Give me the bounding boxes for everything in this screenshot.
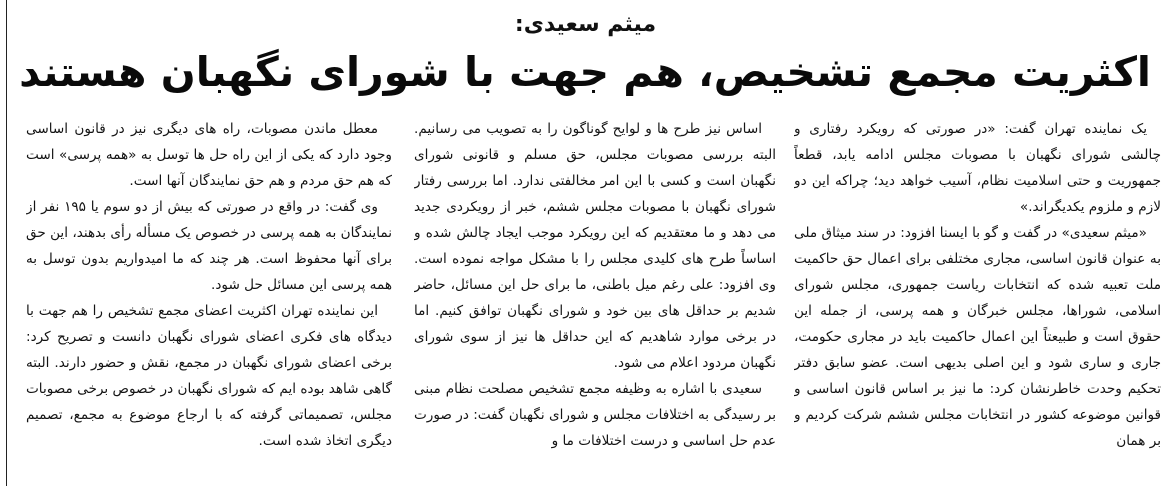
paragraph: وی گفت: در واقع در صورتی که بیش از دو سوم یا ۱۹۵ نفر از نمایندگان به همه پرسی در خصوص یک مسأله رأی بدهند، این حق برای آنها محفوظ است. هر چند که ما امیدواریم بدون توسل به همه پرسی این مسائل حل شود. (26, 199, 392, 293)
paragraph: «میثم سعیدی» در گفت و گو با ایسنا افزود: در سند میثاق ملی به عنوان قانون اساسی، مجاری مختلفی برای اعمال حق حاکمیت ملت تعبیه شده که انتخابات ریاست جمهوری، مجلس شورای اسلامی، شوراها، مجلس خبرگان و همه پرسی، از جمله این حقوق است و طبیعتاً این اعمال حاکمیت باید در مجاری حکومت، جاری و ساری شود و این اصلی بدیهی است. عضو سابق دفتر تحکیم وحدت خاطرنشان کرد: ما نیز بر اساس قانون اساسی و قوانین موضوعه کشور در انتخابات مجلس ششم شرکت کردیم و بر همان (794, 225, 1161, 449)
paragraph: معطل ماندن مصوبات، راه های دیگری نیز در قانون اساسی وجود دارد که یکی از این راه حل ها توسل به «همه پرسی» است که هم حق مردم و هم حق نمایندگان آنها است. (26, 121, 392, 189)
text-column-3 (26, 116, 392, 478)
column-divider-rule (6, 0, 7, 486)
paragraph: یک نماینده تهران گفت: «در صورتی که رویکرد رفتاری و چالشی شورای نگهبان با مصوبات مجلس ادامه یابد، قطعاً جمهوریت و حتی اسلامیت نظام، آسیب خواهد دید؛ چراکه این دو لازم و ملزوم یکدیگراند.» (794, 121, 1161, 215)
text-column-2 (414, 116, 776, 478)
article-headline: اکثریت مجمع تشخیص، هم جهت با شورای نگهبان هستند (19, 48, 1151, 96)
paragraph: این نماینده تهران اکثریت اعضای مجمع تشخیص را هم جهت با دیدگاه های فکری اعضای شورای نگهبان دانست و تصریح کرد: برخی اعضای شورای نگهبان در مجمع، نقش و حضور دارند. البته گاهی شاهد بوده ایم که شورای نگهبان در خصوص برخی مصوبات مجلس، تصمیماتی گرفته که با ارجاع موضوع به مجمع، تصمیم دیگری اتخاذ شده است. (26, 303, 392, 449)
text-column-1 (794, 116, 1161, 478)
paragraph: اساس نیز طرح ها و لوایح گوناگون را به تصویب می رسانیم. البته بررسی مصوبات مجلس، حق مسلم و قانونی شورای نگهبان است و کسی با این امر مخالفتی ندارد. اما بررسی رفتار شورای نگهبان با مصوبات مجلس ششم، خبر از رویکردی جدید می دهد و ما معتقدیم که این رویکرد موجب ایجاد چالش شده و اساساً طرح های کلیدی مجلس را با مشکل مواجه نموده است. وی افزود: علی رغم میل باطنی، ما برای حل این مسائل، حاضر شدیم بر حداقل های بین خود و شورای نگهبان توافق کنیم. اما در برخی موارد شاهدیم که این حداقل ها نیز از سوی شورای نگهبان مردود اعلام می شود. (414, 121, 776, 371)
paragraph: سعیدی با اشاره به وظیفه مجمع تشخیص مصلحت نظام مبنی بر رسیدگی به اختلافات مجلس و شورای نگهبان گفت: در صورت عدم حل اساسی و درست اختلافات ما و (414, 381, 776, 449)
article-kicker: میثم سعیدی: (514, 12, 657, 37)
